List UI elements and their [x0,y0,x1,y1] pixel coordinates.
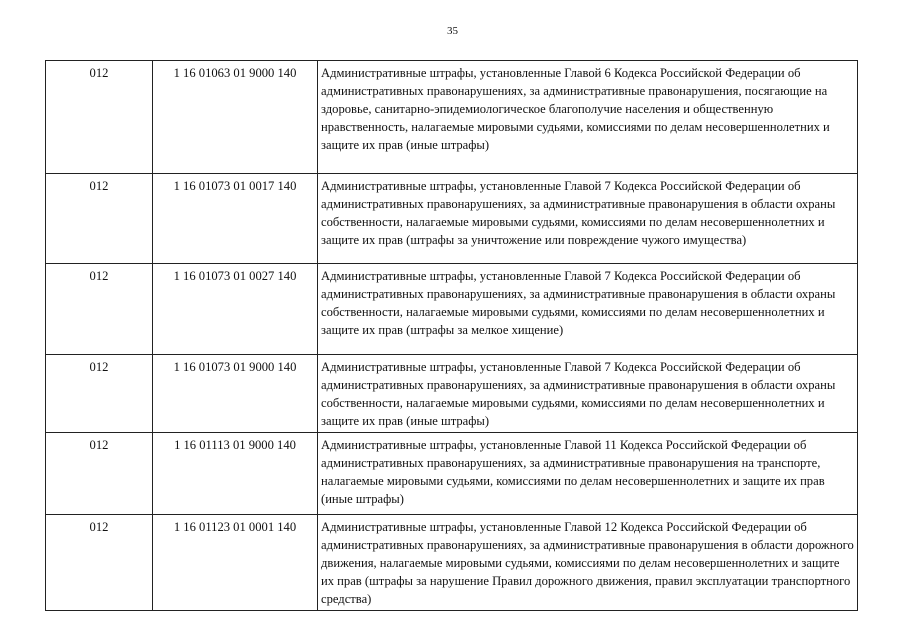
classification-code-cell: 1 16 01073 01 0027 140 [153,264,318,355]
table-row [46,515,858,611]
description-cell: Административные штрафы, установленные Главой 7 Кодекса Российской Федерации об административных правонарушениях, за административные правонарушения в области охраны собственности, налагаемые мировыми судьями, комиссиями по делам несовершеннолетних и защите их прав (иные штрафы) [318,355,858,433]
table-row [46,264,858,355]
classification-code-cell: 1 16 01073 01 9000 140 [153,355,318,433]
description-cell: Административные штрафы, установленные Главой 11 Кодекса Российской Федерации об административных правонарушениях, за административные правонарушения на транспорте, налагаемые мировыми судьями, комиссиями по делам несовершеннолетних и защите их прав (иные штрафы) [318,433,858,515]
budget-classification-table [45,60,858,611]
description-cell: Административные штрафы, установленные Главой 7 Кодекса Российской Федерации об административных правонарушениях, за административные правонарушения в области охраны собственности, налагаемые мировыми судьями, комиссиями по делам несовершеннолетних и защите их прав (штрафы за уничтожение или повреждение чужого имущества) [318,174,858,264]
description-cell: Административные штрафы, установленные Главой 12 Кодекса Российской Федерации об административных правонарушениях, за административные правонарушения в области дорожного движения, налагаемые мировыми судьями, комиссиями по делам несовершеннолетних и защите их прав (штрафы за нарушение Правил дорожного движения, правил эксплуатации транспортного средства) [318,515,858,611]
table-row [46,433,858,515]
administrator-code-cell: 012 [46,264,153,355]
description-cell: Административные штрафы, установленные Главой 6 Кодекса Российской Федерации об административных правонарушениях, за административные правонарушения, посягающие на здоровье, санитарно-эпидемиологическое благополучие населения и общественную нравственность, налагаемые мировыми судьями, комиссиями по делам несовершеннолетних и защите их прав (иные штрафы) [318,61,858,174]
classification-code-cell: 1 16 01063 01 9000 140 [153,61,318,174]
administrator-code-cell: 012 [46,515,153,611]
table-row [46,61,858,174]
administrator-code-cell: 012 [46,355,153,433]
classification-code-cell: 1 16 01113 01 9000 140 [153,433,318,515]
table-row [46,355,858,433]
page-number: 35 [447,25,458,37]
administrator-code-cell: 012 [46,61,153,174]
administrator-code-cell: 012 [46,433,153,515]
table-row [46,174,858,264]
classification-code-cell: 1 16 01073 01 0017 140 [153,174,318,264]
administrator-code-cell: 012 [46,174,153,264]
classification-code-cell: 1 16 01123 01 0001 140 [153,515,318,611]
description-cell: Административные штрафы, установленные Главой 7 Кодекса Российской Федерации об административных правонарушениях, за административные правонарушения в области охраны собственности, налагаемые мировыми судьями, комиссиями по делам несовершеннолетних и защите их прав (штрафы за мелкое хищение) [318,264,858,355]
